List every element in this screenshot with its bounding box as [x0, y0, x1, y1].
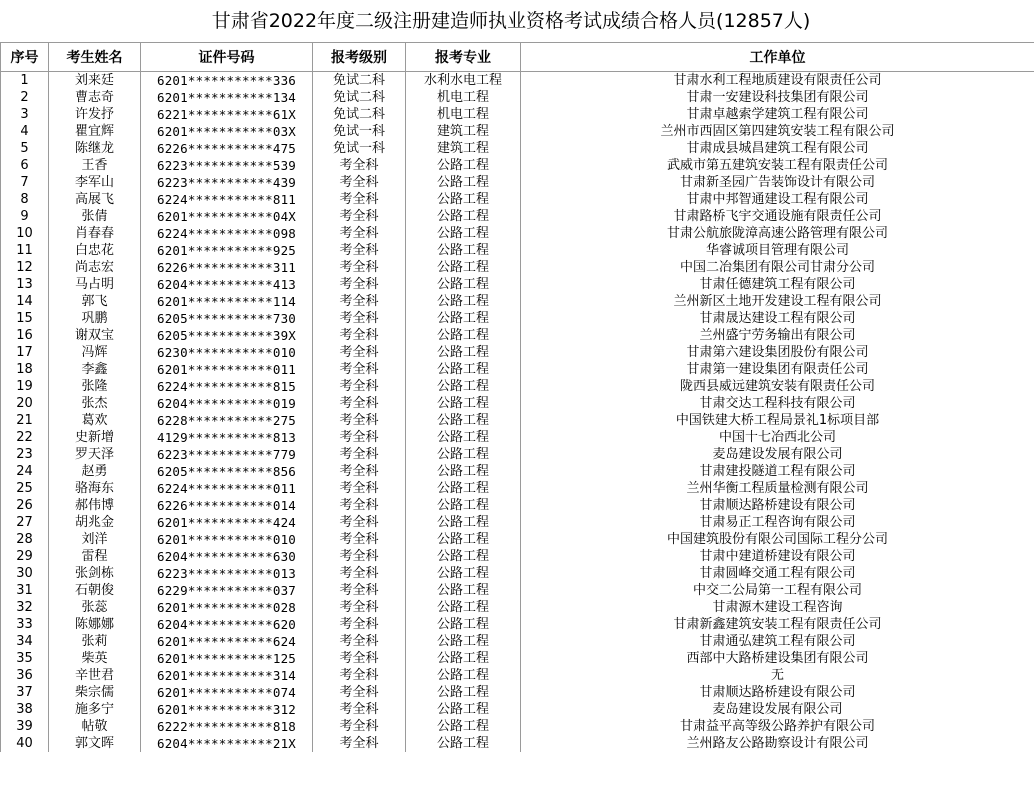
- table-row: [1, 531, 1034, 548]
- cell-seq: 21: [1, 412, 49, 429]
- cell-name: 高展飞: [49, 191, 141, 208]
- cell-name: 郭文晖: [49, 735, 141, 752]
- cell-major: 水利水电工程: [406, 72, 521, 90]
- table-row: [1, 276, 1034, 293]
- cell-seq: 32: [1, 599, 49, 616]
- cell-name: 张莉: [49, 633, 141, 650]
- table-row: [1, 344, 1034, 361]
- cell-id-number: 6223***********439: [141, 174, 313, 191]
- table-row: [1, 480, 1034, 497]
- cell-employer: 兰州新区土地开发建设工程有限公司: [521, 293, 1034, 310]
- header-level: 报考级别: [313, 43, 406, 72]
- cell-major: 公路工程: [406, 667, 521, 684]
- table-row: [1, 157, 1034, 174]
- cell-id-number: 6204***********620: [141, 616, 313, 633]
- cell-level: 考全科: [313, 208, 406, 225]
- cell-level: 考全科: [313, 174, 406, 191]
- cell-level: 考全科: [313, 429, 406, 446]
- cell-level: 考全科: [313, 531, 406, 548]
- cell-seq: 5: [1, 140, 49, 157]
- cell-employer: 陇西县威远建筑安装有限责任公司: [521, 378, 1034, 395]
- cell-seq: 17: [1, 344, 49, 361]
- cell-name: 张隆: [49, 378, 141, 395]
- table-row: [1, 429, 1034, 446]
- cell-employer: 甘肃新圣园广告装饰设计有限公司: [521, 174, 1034, 191]
- cell-employer: 甘肃路桥飞宇交通设施有限责任公司: [521, 208, 1034, 225]
- cell-level: 考全科: [313, 276, 406, 293]
- cell-level: 考全科: [313, 667, 406, 684]
- cell-id-number: 6201***********134: [141, 89, 313, 106]
- cell-name: 辛世君: [49, 667, 141, 684]
- cell-major: 公路工程: [406, 650, 521, 667]
- cell-name: 李鑫: [49, 361, 141, 378]
- cell-major: 公路工程: [406, 276, 521, 293]
- cell-major: 公路工程: [406, 599, 521, 616]
- cell-level: 考全科: [313, 463, 406, 480]
- table-row: [1, 106, 1034, 123]
- cell-level: 免试二科: [313, 72, 406, 90]
- table-row: [1, 548, 1034, 565]
- table-row: [1, 378, 1034, 395]
- cell-id-number: 6204***********630: [141, 548, 313, 565]
- cell-major: 公路工程: [406, 446, 521, 463]
- cell-seq: 18: [1, 361, 49, 378]
- cell-major: 公路工程: [406, 157, 521, 174]
- cell-employer: 华睿诚项目管理有限公司: [521, 242, 1034, 259]
- cell-name: 刘来廷: [49, 72, 141, 90]
- header-name: 考生姓名: [49, 43, 141, 72]
- cell-major: 建筑工程: [406, 140, 521, 157]
- cell-level: 考全科: [313, 599, 406, 616]
- table-row: [1, 123, 1034, 140]
- cell-name: 张蕊: [49, 599, 141, 616]
- cell-id-number: 6226***********311: [141, 259, 313, 276]
- table-row: [1, 72, 1034, 90]
- cell-id-number: 6204***********413: [141, 276, 313, 293]
- cell-employer: 甘肃通弘建筑工程有限公司: [521, 633, 1034, 650]
- cell-seq: 19: [1, 378, 49, 395]
- cell-major: 机电工程: [406, 106, 521, 123]
- table-row: [1, 446, 1034, 463]
- cell-level: 考全科: [313, 412, 406, 429]
- cell-id-number: 6201***********336: [141, 72, 313, 90]
- cell-major: 公路工程: [406, 514, 521, 531]
- table-row: [1, 718, 1034, 735]
- cell-employer: 甘肃中建道桥建设有限公司: [521, 548, 1034, 565]
- cell-major: 公路工程: [406, 616, 521, 633]
- cell-level: 考全科: [313, 446, 406, 463]
- cell-level: 考全科: [313, 650, 406, 667]
- table-row: [1, 174, 1034, 191]
- cell-level: 考全科: [313, 293, 406, 310]
- cell-employer: 无: [521, 667, 1034, 684]
- cell-employer: 甘肃益平高等级公路养护有限公司: [521, 718, 1034, 735]
- cell-employer: 甘肃顺达路桥建设有限公司: [521, 497, 1034, 514]
- table-row: [1, 293, 1034, 310]
- table-row: [1, 225, 1034, 242]
- cell-employer: 兰州路友公路勘察设计有限公司: [521, 735, 1034, 752]
- cell-level: 考全科: [313, 480, 406, 497]
- header-seq: 序号: [1, 43, 49, 72]
- cell-major: 公路工程: [406, 412, 521, 429]
- cell-seq: 38: [1, 701, 49, 718]
- cell-id-number: 6201***********028: [141, 599, 313, 616]
- cell-name: 罗天泽: [49, 446, 141, 463]
- cell-employer: 甘肃成县城昌建筑工程有限公司: [521, 140, 1034, 157]
- header-major: 报考专业: [406, 43, 521, 72]
- cell-seq: 31: [1, 582, 49, 599]
- cell-seq: 27: [1, 514, 49, 531]
- table-row: [1, 701, 1034, 718]
- cell-name: 郭飞: [49, 293, 141, 310]
- cell-id-number: 6224***********011: [141, 480, 313, 497]
- cell-employer: 甘肃卓越索学建筑工程有限公司: [521, 106, 1034, 123]
- cell-employer: 甘肃任德建筑工程有限公司: [521, 276, 1034, 293]
- cell-level: 考全科: [313, 344, 406, 361]
- cell-name: 李军山: [49, 174, 141, 191]
- cell-major: 公路工程: [406, 242, 521, 259]
- cell-name: 陈娜娜: [49, 616, 141, 633]
- table-row: [1, 684, 1034, 701]
- cell-seq: 7: [1, 174, 49, 191]
- cell-employer: 甘肃交达工程科技有限公司: [521, 395, 1034, 412]
- cell-major: 公路工程: [406, 480, 521, 497]
- cell-name: 刘洋: [49, 531, 141, 548]
- cell-employer: 甘肃晟达建设工程有限公司: [521, 310, 1034, 327]
- cell-name: 柴英: [49, 650, 141, 667]
- cell-level: 考全科: [313, 395, 406, 412]
- cell-employer: 甘肃顺达路桥建设有限公司: [521, 684, 1034, 701]
- cell-employer: 甘肃源木建设工程咨询: [521, 599, 1034, 616]
- cell-name: 柴宗儒: [49, 684, 141, 701]
- cell-major: 公路工程: [406, 463, 521, 480]
- cell-name: 葛欢: [49, 412, 141, 429]
- cell-seq: 13: [1, 276, 49, 293]
- cell-employer: 甘肃水利工程地质建设有限责任公司: [521, 72, 1034, 90]
- table-row: [1, 412, 1034, 429]
- cell-id-number: 6226***********014: [141, 497, 313, 514]
- cell-id-number: 6204***********21X: [141, 735, 313, 752]
- cell-id-number: 6229***********037: [141, 582, 313, 599]
- cell-seq: 34: [1, 633, 49, 650]
- cell-level: 考全科: [313, 684, 406, 701]
- cell-level: 免试一科: [313, 123, 406, 140]
- cell-name: 肖春春: [49, 225, 141, 242]
- cell-major: 建筑工程: [406, 123, 521, 140]
- cell-level: 免试二科: [313, 106, 406, 123]
- cell-major: 机电工程: [406, 89, 521, 106]
- cell-employer: 西部中大路桥建设集团有限公司: [521, 650, 1034, 667]
- cell-employer: 兰州盛宁劳务输出有限公司: [521, 327, 1034, 344]
- cell-name: 雷程: [49, 548, 141, 565]
- table-row: [1, 208, 1034, 225]
- results-table: [0, 42, 1034, 752]
- cell-seq: 4: [1, 123, 49, 140]
- cell-level: 考全科: [313, 633, 406, 650]
- cell-employer: 中交二公局第一工程有限公司: [521, 582, 1034, 599]
- cell-level: 考全科: [313, 565, 406, 582]
- cell-major: 公路工程: [406, 327, 521, 344]
- table-row: [1, 361, 1034, 378]
- cell-id-number: 6201***********125: [141, 650, 313, 667]
- cell-id-number: 6223***********013: [141, 565, 313, 582]
- header-employer: 工作单位: [521, 43, 1034, 72]
- cell-seq: 24: [1, 463, 49, 480]
- cell-seq: 3: [1, 106, 49, 123]
- cell-seq: 20: [1, 395, 49, 412]
- cell-id-number: 6222***********818: [141, 718, 313, 735]
- cell-seq: 8: [1, 191, 49, 208]
- cell-employer: 甘肃中邦智通建设工程有限公司: [521, 191, 1034, 208]
- table-row: [1, 633, 1034, 650]
- cell-major: 公路工程: [406, 225, 521, 242]
- cell-seq: 25: [1, 480, 49, 497]
- table-row: [1, 582, 1034, 599]
- cell-level: 考全科: [313, 259, 406, 276]
- cell-major: 公路工程: [406, 497, 521, 514]
- cell-major: 公路工程: [406, 582, 521, 599]
- cell-employer: 甘肃第六建设集团股份有限公司: [521, 344, 1034, 361]
- table-row: [1, 599, 1034, 616]
- cell-name: 马占明: [49, 276, 141, 293]
- cell-seq: 33: [1, 616, 49, 633]
- cell-major: 公路工程: [406, 174, 521, 191]
- cell-name: 石朝俊: [49, 582, 141, 599]
- cell-major: 公路工程: [406, 310, 521, 327]
- cell-seq: 37: [1, 684, 49, 701]
- cell-name: 胡兆金: [49, 514, 141, 531]
- cell-id-number: 6226***********475: [141, 140, 313, 157]
- table-row: [1, 650, 1034, 667]
- cell-name: 瞿宜辉: [49, 123, 141, 140]
- cell-seq: 22: [1, 429, 49, 446]
- cell-seq: 23: [1, 446, 49, 463]
- cell-level: 考全科: [313, 378, 406, 395]
- cell-name: 谢双宝: [49, 327, 141, 344]
- cell-level: 免试二科: [313, 89, 406, 106]
- cell-id-number: 6223***********779: [141, 446, 313, 463]
- cell-id-number: 6201***********312: [141, 701, 313, 718]
- cell-id-number: 6201***********424: [141, 514, 313, 531]
- cell-id-number: 6224***********815: [141, 378, 313, 395]
- cell-id-number: 6201***********314: [141, 667, 313, 684]
- table-row: [1, 395, 1034, 412]
- cell-seq: 11: [1, 242, 49, 259]
- cell-major: 公路工程: [406, 208, 521, 225]
- cell-name: 白忠花: [49, 242, 141, 259]
- cell-level: 考全科: [313, 361, 406, 378]
- cell-major: 公路工程: [406, 565, 521, 582]
- cell-major: 公路工程: [406, 531, 521, 548]
- table-row: [1, 667, 1034, 684]
- table-row: [1, 310, 1034, 327]
- cell-id-number: 6201***********011: [141, 361, 313, 378]
- cell-employer: 甘肃建投隧道工程有限公司: [521, 463, 1034, 480]
- cell-name: 史新增: [49, 429, 141, 446]
- cell-employer: 中国铁建大桥工程局景礼1标项目部: [521, 412, 1034, 429]
- cell-level: 考全科: [313, 701, 406, 718]
- table-row: [1, 463, 1034, 480]
- table-row: [1, 191, 1034, 208]
- cell-name: 巩鹏: [49, 310, 141, 327]
- cell-name: 帖敬: [49, 718, 141, 735]
- table-row: [1, 497, 1034, 514]
- cell-major: 公路工程: [406, 633, 521, 650]
- cell-name: 陈继龙: [49, 140, 141, 157]
- cell-level: 考全科: [313, 735, 406, 752]
- table-row: [1, 514, 1034, 531]
- cell-major: 公路工程: [406, 378, 521, 395]
- cell-level: 考全科: [313, 514, 406, 531]
- cell-name: 赵勇: [49, 463, 141, 480]
- cell-major: 公路工程: [406, 701, 521, 718]
- table-row: [1, 616, 1034, 633]
- cell-employer: 甘肃新鑫建筑安装工程有限责任公司: [521, 616, 1034, 633]
- table-row: [1, 242, 1034, 259]
- cell-seq: 9: [1, 208, 49, 225]
- cell-major: 公路工程: [406, 293, 521, 310]
- cell-employer: 甘肃一安建设科技集团有限公司: [521, 89, 1034, 106]
- cell-id-number: 6204***********019: [141, 395, 313, 412]
- cell-level: 考全科: [313, 157, 406, 174]
- cell-employer: 甘肃易正工程咨询有限公司: [521, 514, 1034, 531]
- cell-id-number: 6228***********275: [141, 412, 313, 429]
- table-row: [1, 259, 1034, 276]
- table-row: [1, 140, 1034, 157]
- cell-employer: 兰州华衡工程质量检测有限公司: [521, 480, 1034, 497]
- cell-level: 考全科: [313, 582, 406, 599]
- cell-major: 公路工程: [406, 548, 521, 565]
- cell-major: 公路工程: [406, 191, 521, 208]
- cell-seq: 36: [1, 667, 49, 684]
- cell-id-number: 6201***********010: [141, 531, 313, 548]
- cell-seq: 1: [1, 72, 49, 90]
- cell-employer: 中国十七冶西北公司: [521, 429, 1034, 446]
- cell-major: 公路工程: [406, 718, 521, 735]
- cell-level: 考全科: [313, 191, 406, 208]
- cell-seq: 28: [1, 531, 49, 548]
- cell-level: 考全科: [313, 327, 406, 344]
- cell-id-number: 6201***********074: [141, 684, 313, 701]
- cell-employer: 中国建筑股份有限公司国际工程分公司: [521, 531, 1034, 548]
- cell-major: 公路工程: [406, 735, 521, 752]
- cell-name: 张倩: [49, 208, 141, 225]
- cell-employer: 麦岛建设发展有限公司: [521, 701, 1034, 718]
- cell-seq: 12: [1, 259, 49, 276]
- cell-id-number: 6223***********539: [141, 157, 313, 174]
- cell-major: 公路工程: [406, 361, 521, 378]
- cell-seq: 14: [1, 293, 49, 310]
- cell-id-number: 4129***********813: [141, 429, 313, 446]
- cell-name: 张剑栋: [49, 565, 141, 582]
- cell-seq: 15: [1, 310, 49, 327]
- table-row: [1, 89, 1034, 106]
- cell-id-number: 6201***********03X: [141, 123, 313, 140]
- cell-seq: 40: [1, 735, 49, 752]
- table-row: [1, 327, 1034, 344]
- cell-level: 考全科: [313, 310, 406, 327]
- cell-name: 王香: [49, 157, 141, 174]
- cell-seq: 30: [1, 565, 49, 582]
- cell-id-number: 6201***********04X: [141, 208, 313, 225]
- cell-seq: 10: [1, 225, 49, 242]
- cell-major: 公路工程: [406, 259, 521, 276]
- cell-major: 公路工程: [406, 395, 521, 412]
- table-header-row: [1, 43, 1034, 72]
- cell-employer: 甘肃公航旅陇漳高速公路管理有限公司: [521, 225, 1034, 242]
- cell-name: 郝伟博: [49, 497, 141, 514]
- cell-name: 骆海东: [49, 480, 141, 497]
- cell-employer: 甘肃圆峰交通工程有限公司: [521, 565, 1034, 582]
- cell-level: 考全科: [313, 548, 406, 565]
- cell-seq: 35: [1, 650, 49, 667]
- cell-seq: 6: [1, 157, 49, 174]
- cell-major: 公路工程: [406, 429, 521, 446]
- cell-seq: 29: [1, 548, 49, 565]
- cell-id-number: 6224***********811: [141, 191, 313, 208]
- cell-level: 考全科: [313, 225, 406, 242]
- cell-major: 公路工程: [406, 344, 521, 361]
- cell-id-number: 6205***********856: [141, 463, 313, 480]
- cell-id-number: 6201***********624: [141, 633, 313, 650]
- cell-employer: 中国二冶集团有限公司甘肃分公司: [521, 259, 1034, 276]
- table-row: [1, 565, 1034, 582]
- cell-level: 考全科: [313, 242, 406, 259]
- cell-id-number: 6230***********010: [141, 344, 313, 361]
- header-id-number: 证件号码: [141, 43, 313, 72]
- cell-name: 曹志奇: [49, 89, 141, 106]
- cell-seq: 39: [1, 718, 49, 735]
- cell-employer: 甘肃第一建设集团有限责任公司: [521, 361, 1034, 378]
- cell-level: 免试一科: [313, 140, 406, 157]
- cell-level: 考全科: [313, 718, 406, 735]
- cell-level: 考全科: [313, 497, 406, 514]
- cell-employer: 兰州市西固区第四建筑安装工程有限公司: [521, 123, 1034, 140]
- cell-id-number: 6205***********730: [141, 310, 313, 327]
- cell-id-number: 6224***********098: [141, 225, 313, 242]
- cell-name: 冯辉: [49, 344, 141, 361]
- cell-seq: 16: [1, 327, 49, 344]
- cell-id-number: 6221***********61X: [141, 106, 313, 123]
- cell-major: 公路工程: [406, 684, 521, 701]
- cell-name: 张杰: [49, 395, 141, 412]
- page-title: 甘肃省2022年度二级注册建造师执业资格考试成绩合格人员(12857人): [211, 10, 811, 32]
- cell-employer: 麦岛建设发展有限公司: [521, 446, 1034, 463]
- cell-seq: 26: [1, 497, 49, 514]
- cell-employer: 武威市第五建筑安装工程有限责任公司: [521, 157, 1034, 174]
- cell-level: 考全科: [313, 616, 406, 633]
- cell-seq: 2: [1, 89, 49, 106]
- cell-name: 施多宁: [49, 701, 141, 718]
- table-row: [1, 735, 1034, 752]
- cell-name: 尚志宏: [49, 259, 141, 276]
- cell-id-number: 6201***********925: [141, 242, 313, 259]
- cell-id-number: 6205***********39X: [141, 327, 313, 344]
- cell-name: 许发抒: [49, 106, 141, 123]
- cell-id-number: 6201***********114: [141, 293, 313, 310]
